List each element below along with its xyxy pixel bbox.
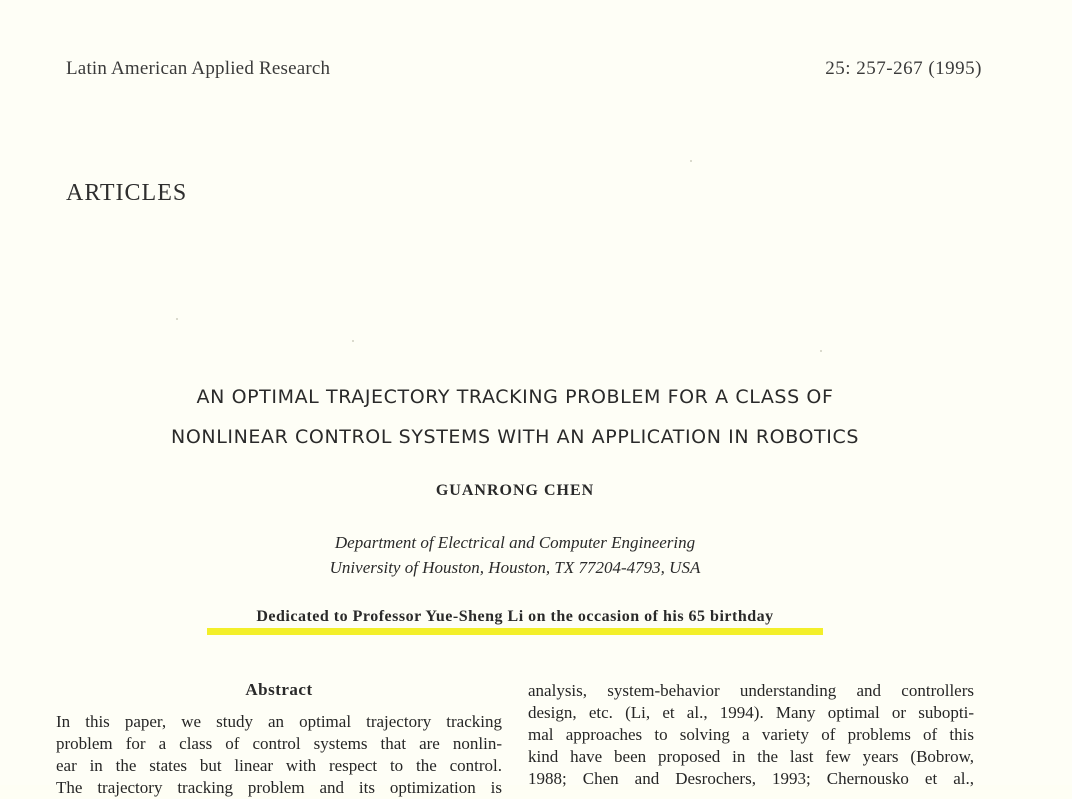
body-line: analysis, system-behavior understanding and controllers xyxy=(528,681,974,700)
section-label: ARTICLES xyxy=(66,180,188,206)
abstract-line: problem for a class of control systems that are nonlin- xyxy=(56,734,502,753)
scan-speck xyxy=(690,160,692,162)
abstract-line: ear in the states but linear with respect to the control. xyxy=(56,756,502,775)
abstract-body xyxy=(56,711,502,799)
abstract-line: In this paper, we study an optimal trajectory tracking xyxy=(56,712,502,731)
body-line: 1988; Chen and Desrochers, 1993; Chernousko et al., xyxy=(528,769,974,788)
paper-title-line-2: NONLINEAR CONTROL SYSTEMS WITH AN APPLICATION IN ROBOTICS xyxy=(171,426,859,448)
scan-speck xyxy=(820,350,822,352)
journal-name: Latin American Applied Research xyxy=(66,58,331,79)
scan-speck xyxy=(176,318,178,320)
paper-title-line-1: AN OPTIMAL TRAJECTORY TRACKING PROBLEM FOR A CLASS OF xyxy=(196,386,834,408)
affiliation-line-1: Department of Electrical and Computer Engineering xyxy=(334,533,696,552)
abstract-line: The trajectory tracking problem and its optimization is xyxy=(56,778,502,797)
dedication-highlight xyxy=(207,628,823,635)
author-name: GUANRONG CHEN xyxy=(435,482,595,499)
affiliation-line-2: University of Houston, Houston, TX 77204-4793, USA xyxy=(329,558,701,577)
right-column-body xyxy=(528,680,974,790)
body-line: design, etc. (Li, et al., 1994). Many optimal or subopti- xyxy=(528,703,974,722)
dedication-text: Dedicated to Professor Yue-Sheng Li on the occasion of his 65 birthday xyxy=(256,608,774,625)
body-line: kind have been proposed in the last few years (Bobrow, xyxy=(528,747,974,766)
scan-speck xyxy=(352,340,354,342)
citation: 25: 257-267 (1995) xyxy=(825,58,982,79)
abstract-heading: Abstract xyxy=(245,680,313,699)
body-line: mal approaches to solving a variety of problems of this xyxy=(528,725,974,744)
